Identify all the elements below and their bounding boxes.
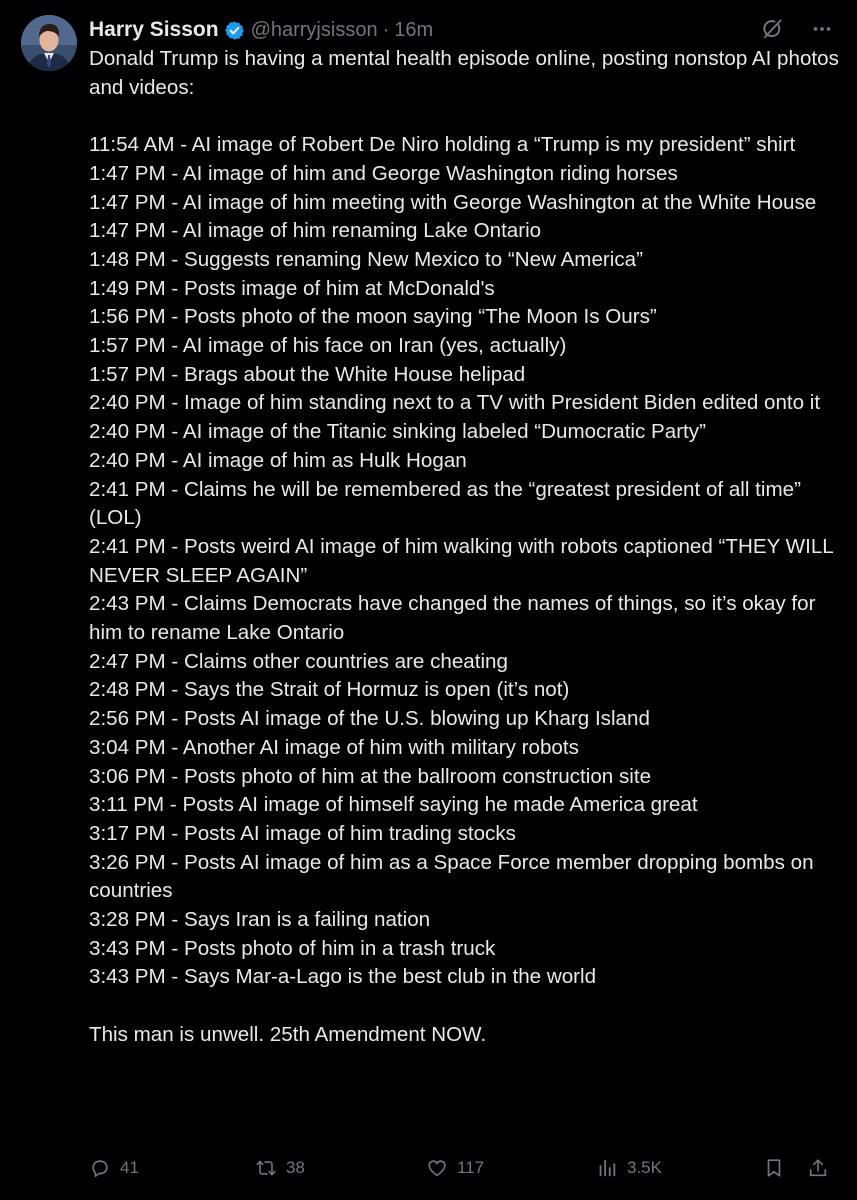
verified-badge-icon[interactable]: [224, 20, 245, 41]
timeline-line: 2:40 PM - AI image of him as Hulk Hogan: [89, 448, 467, 472]
timeline-line: 1:47 PM - AI image of him renaming Lake Ontario: [89, 219, 542, 243]
display-name[interactable]: Harry Sisson: [89, 18, 219, 41]
repost-count: 38: [286, 1158, 305, 1177]
timeline-list: [89, 131, 841, 992]
timeline-line: 2:47 PM - Claims other countries are cheating: [89, 649, 508, 673]
timeline-line: 1:47 PM - AI image of him and George Washington riding horses: [89, 161, 678, 185]
timeline-line: 3:17 PM - Posts AI image of him trading stocks: [89, 821, 516, 845]
action-bar: [89, 1153, 834, 1183]
timeline-line: 2:56 PM - Posts AI image of the U.S. blowing up Kharg Island: [89, 707, 650, 731]
bookmark-button[interactable]: [763, 1157, 785, 1179]
timeline-line: 3:43 PM - Says Mar-a-Lago is the best club in the world: [89, 965, 597, 989]
timeline-line: 1:57 PM - Brags about the White House helipad: [89, 362, 526, 386]
post-header: [89, 14, 433, 46]
timeline-line: 3:28 PM - Says Iran is a failing nation: [89, 908, 431, 932]
bookmark-icon: [763, 1157, 785, 1179]
post-time[interactable]: 16m: [394, 18, 434, 41]
post-body: [89, 45, 841, 1050]
timeline-line: 1:57 PM - AI image of his face on Iran (yes, actually): [89, 334, 567, 358]
timeline-line: 1:47 PM - AI image of him meeting with George Washington at the White House: [89, 190, 817, 214]
avatar-image: [21, 15, 77, 71]
top-actions: [759, 16, 835, 42]
repost-button[interactable]: [255, 1157, 305, 1179]
views-button[interactable]: [596, 1157, 662, 1179]
share-icon: [807, 1157, 829, 1179]
views-count: 3.5K: [627, 1158, 662, 1177]
reply-icon: [89, 1157, 111, 1179]
grok-icon[interactable]: [759, 16, 785, 42]
timeline-line: 2:48 PM - Says the Strait of Hormuz is open (it’s not): [89, 678, 570, 702]
timeline-line: 2:40 PM - AI image of the Titanic sinking labeled “Dumocratic Party”: [89, 420, 706, 444]
separator: ·: [382, 18, 390, 41]
post-outro: This man is unwell. 25th Amendment NOW.: [89, 1022, 487, 1046]
more-icon[interactable]: [809, 16, 835, 42]
handle[interactable]: @harryjsisson: [250, 18, 378, 41]
like-button[interactable]: [426, 1157, 484, 1179]
timeline-line: 3:11 PM - Posts AI image of himself saying he made America great: [89, 793, 698, 817]
spacer: [89, 102, 841, 131]
timeline-line: 3:06 PM - Posts photo of him at the ballroom construction site: [89, 764, 652, 788]
reply-count: 41: [120, 1158, 139, 1177]
timeline-line: 11:54 AM - AI image of Robert De Niro holding a “Trump is my president” shirt: [89, 133, 796, 157]
timeline-line: 1:48 PM - Suggests renaming New Mexico to “New America”: [89, 247, 643, 271]
post-intro: Donald Trump is having a mental health episode online, posting nonstop AI photos and videos:: [89, 47, 839, 99]
views-icon: [596, 1157, 618, 1179]
repost-icon: [255, 1157, 277, 1179]
like-count: 117: [457, 1158, 485, 1177]
timeline-line: 1:56 PM - Posts photo of the moon saying “The Moon Is Ours”: [89, 305, 657, 329]
reply-button[interactable]: [89, 1157, 139, 1179]
share-button[interactable]: [807, 1157, 829, 1179]
timeline-line: 3:04 PM - Another AI image of him with military robots: [89, 735, 579, 759]
timeline-line: 3:43 PM - Posts photo of him in a trash truck: [89, 936, 496, 960]
spacer: [89, 992, 841, 1021]
timeline-line: 2:41 PM - Posts weird AI image of him walking with robots captioned “THEY WILL NEVER SLEEP AGAIN”: [89, 534, 833, 587]
avatar[interactable]: [21, 15, 77, 71]
timeline-line: 2:40 PM - Image of him standing next to a TV with President Biden edited onto it: [89, 391, 821, 415]
timeline-line: 3:26 PM - Posts AI image of him as a Space Force member dropping bombs on countries: [89, 850, 814, 903]
like-icon: [426, 1157, 448, 1179]
timeline-line: 2:41 PM - Claims he will be remembered as the “greatest president of all time” (LOL): [89, 477, 801, 530]
timeline-line: 2:43 PM - Claims Democrats have changed the names of things, so it’s okay for him to rename Lake Ontario: [89, 592, 816, 645]
timeline-line: 1:49 PM - Posts image of him at McDonald's: [89, 276, 495, 300]
